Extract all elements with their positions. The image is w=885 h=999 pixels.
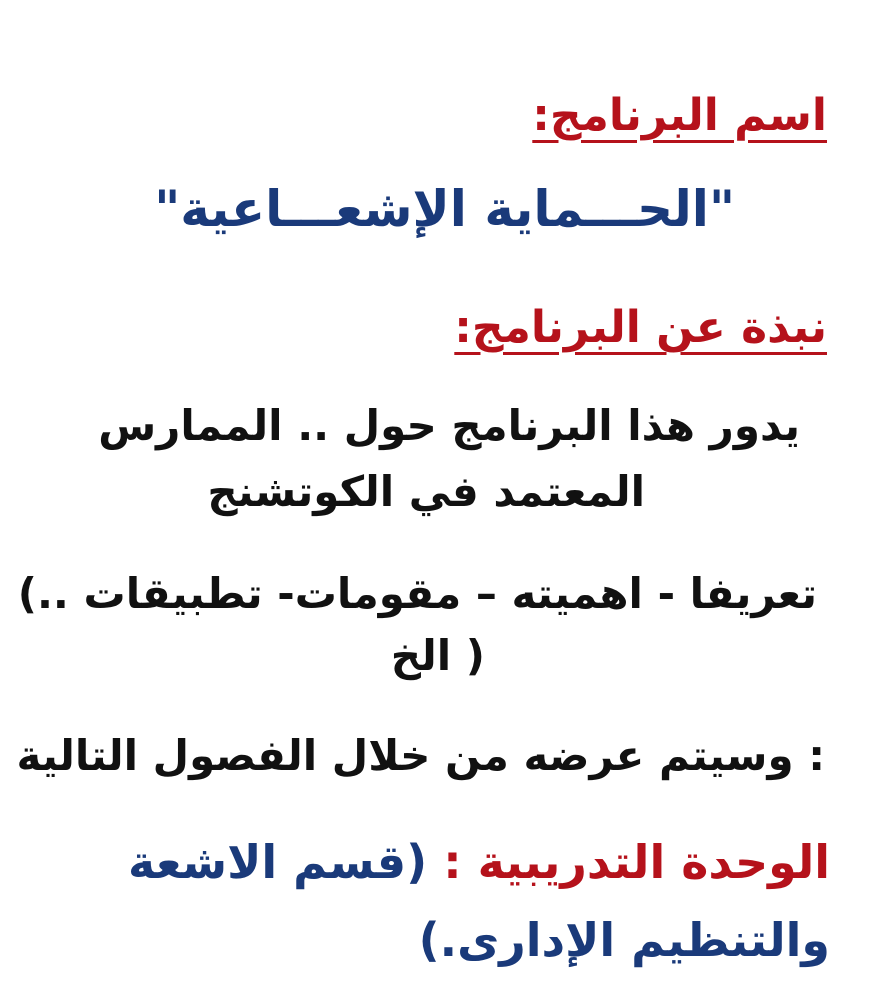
description-line-1: يدور هذا البرنامج حول .. الممارس [98, 401, 800, 450]
training-unit-value-1: (قسم الاشعة [128, 835, 428, 889]
topics-line-1: تعريفا - اهميته – مقومات- تطبيقات ..) [17, 569, 817, 618]
program-title: "الحـــماية الإشعـــاعية" [154, 180, 735, 238]
program-name-heading: اسم البرنامج: [532, 90, 827, 141]
description-line-2: المعتمد في الكوتشنج [207, 467, 645, 516]
chapters-intro: : وسيتم عرضه من خلال الفصول التالية [16, 731, 825, 780]
training-unit-value-2: والتنظيم الإدارى.) [418, 913, 830, 967]
training-unit-label: الوحدة التدريبية : [443, 835, 830, 889]
training-unit-line-1 [128, 834, 830, 892]
topics-line-2: ( الخ [390, 631, 485, 680]
about-program-heading: نبذة عن البرنامج: [454, 302, 827, 353]
